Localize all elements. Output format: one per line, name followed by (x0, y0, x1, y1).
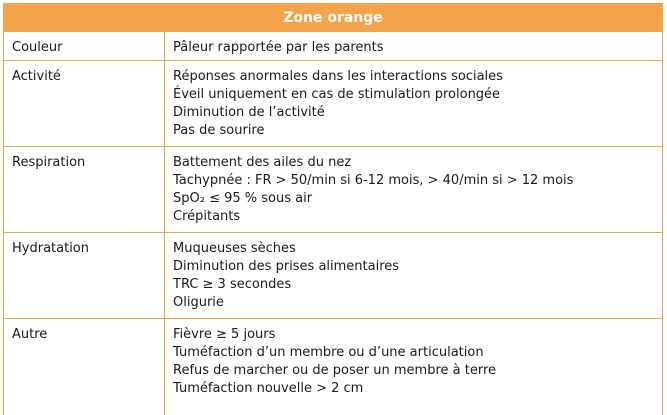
table-row (4, 147, 662, 233)
list-item: SpO₂ ≤ 95 % sous air (173, 191, 313, 206)
list-item: Diminution de l’activité (173, 105, 325, 120)
row-items-respiration (165, 147, 662, 232)
row-label-hydratation: Hydratation (4, 233, 165, 318)
list-item: Fièvre ≥ 5 jours (173, 327, 276, 342)
list-item: Refus de marcher ou de poser un membre à terre (173, 363, 497, 378)
row-items-autre (165, 319, 662, 415)
table-row (4, 233, 662, 319)
list-item: Crépitants (173, 209, 241, 224)
row-label-activite: Activité (4, 61, 165, 146)
list-item: Pâleur rapportée par les parents (173, 40, 384, 55)
list-item: Tuméfaction d’un membre ou d’une articulation (173, 345, 484, 360)
zone-orange-table (3, 3, 663, 415)
list-item: Pas de sourire (173, 123, 265, 138)
list-item: Muqueuses sèches (173, 241, 296, 256)
row-items-hydratation (165, 233, 662, 318)
row-items-activite (165, 61, 662, 146)
table-row (4, 32, 662, 61)
row-label-autre: Autre (4, 319, 165, 415)
list-item: Éveil uniquement en cas de stimulation prolongée (173, 87, 501, 102)
table-row (4, 319, 662, 415)
row-label-respiration: Respiration (4, 147, 165, 232)
row-label-couleur: Couleur (4, 32, 165, 60)
list-item: TRC ≥ 3 secondes (173, 277, 292, 292)
list-item: Diminution des prises alimentaires (173, 259, 400, 274)
table-header: Zone orange (4, 4, 662, 32)
list-item: Battement des ailes du nez (173, 155, 352, 170)
row-items-couleur (165, 32, 662, 60)
list-item: Tuméfaction nouvelle > 2 cm (173, 381, 364, 396)
table-row (4, 61, 662, 147)
list-item: Réponses anormales dans les interactions sociales (173, 69, 503, 84)
list-item: Oligurie (173, 295, 224, 310)
list-item: Tachypnée : FR > 50/min si 6-12 mois, > 40/min si > 12 mois (173, 173, 574, 188)
